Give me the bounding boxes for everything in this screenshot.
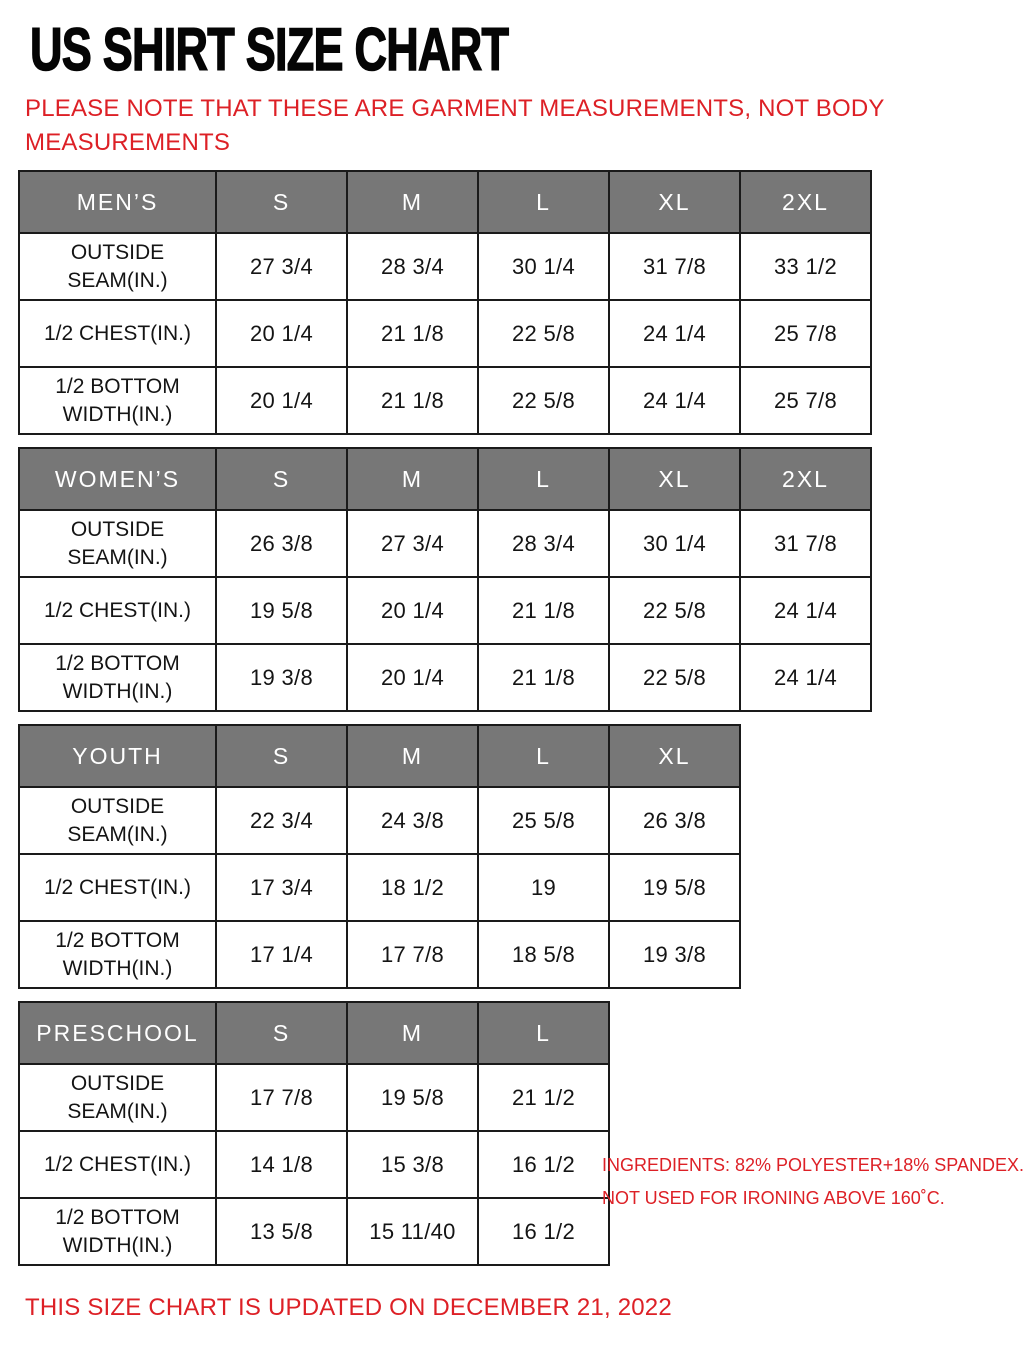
measurement-value-cell: 20 1/4 [216,367,347,434]
measurement-value-cell: 30 1/4 [609,510,740,577]
size-tables-container [18,170,872,1278]
size-column-header: S [216,171,347,233]
measurement-value-cell: 18 1/2 [347,854,478,921]
size-column-header: S [216,448,347,510]
measurement-value-cell: 19 3/8 [216,644,347,711]
size-column-header: M [347,448,478,510]
measurement-row [19,1064,609,1131]
size-column-header: M [347,725,478,787]
measurement-value-cell: 21 1/8 [347,300,478,367]
measurement-row [19,1131,609,1198]
table-title-cell-mens: MEN’S [19,171,216,233]
note-line-2: MEASUREMENTS [25,129,231,156]
size-table-womens [18,447,872,712]
size-column-header: L [478,448,609,510]
measurement-value-cell: 25 7/8 [740,300,871,367]
measurement-value-cell: 24 1/4 [740,644,871,711]
row-label-cell: OUTSIDE SEAM(IN.) [19,1064,216,1131]
row-label-cell: 1/2 BOTTOM WIDTH(IN.) [19,367,216,434]
row-label-cell: OUTSIDE SEAM(IN.) [19,787,216,854]
header-row [19,448,871,510]
note-line-1: PLEASE NOTE THAT THESE ARE GARMENT MEASUREMENTS, NOT BODY [25,95,885,122]
measurement-row [19,921,740,988]
page-title: US SHIRT SIZE CHART [30,16,509,83]
measurement-value-cell: 15 11/40 [347,1198,478,1265]
table-title-cell-preschool: PRESCHOOL [19,1002,216,1064]
measurement-value-cell: 17 1/4 [216,921,347,988]
measurement-value-cell: 27 3/4 [216,233,347,300]
measurement-row [19,300,871,367]
measurement-row [19,644,871,711]
row-label-cell: 1/2 CHEST(IN.) [19,300,216,367]
measurement-value-cell: 22 5/8 [478,367,609,434]
ingredients-note [602,1149,1024,1215]
measurement-value-cell: 22 3/4 [216,787,347,854]
measurement-value-cell: 22 5/8 [609,644,740,711]
measurement-row [19,1198,609,1265]
size-column-header: L [478,1002,609,1064]
garment-measurement-note [25,92,985,160]
row-label-cell: 1/2 CHEST(IN.) [19,854,216,921]
measurement-value-cell: 21 1/2 [478,1064,609,1131]
measurement-value-cell: 19 3/8 [609,921,740,988]
measurement-value-cell: 16 1/2 [478,1198,609,1265]
measurement-value-cell: 27 3/4 [347,510,478,577]
size-table-mens [18,170,872,435]
measurement-value-cell: 31 7/8 [609,233,740,300]
measurement-value-cell: 19 [478,854,609,921]
ingredients-line-1: INGREDIENTS: 82% POLYESTER+18% SPANDEX. [602,1155,1024,1175]
measurement-value-cell: 30 1/4 [478,233,609,300]
measurement-value-cell: 16 1/2 [478,1131,609,1198]
table-title-cell-youth: YOUTH [19,725,216,787]
measurement-value-cell: 19 5/8 [347,1064,478,1131]
measurement-value-cell: 26 3/8 [216,510,347,577]
measurement-value-cell: 25 5/8 [478,787,609,854]
size-column-header: 2XL [740,448,871,510]
measurement-value-cell: 26 3/8 [609,787,740,854]
size-table-youth [18,724,741,989]
measurement-value-cell: 17 7/8 [347,921,478,988]
measurement-value-cell: 15 3/8 [347,1131,478,1198]
measurement-value-cell: 25 7/8 [740,367,871,434]
measurement-value-cell: 21 1/8 [478,577,609,644]
measurement-value-cell: 17 3/4 [216,854,347,921]
measurement-row [19,510,871,577]
measurement-value-cell: 19 5/8 [609,854,740,921]
measurement-row [19,367,871,434]
measurement-value-cell: 33 1/2 [740,233,871,300]
size-column-header: XL [609,171,740,233]
measurement-value-cell: 13 5/8 [216,1198,347,1265]
measurement-row [19,787,740,854]
measurement-value-cell: 22 5/8 [609,577,740,644]
size-column-header: XL [609,725,740,787]
measurement-value-cell: 28 3/4 [478,510,609,577]
measurement-value-cell: 24 3/8 [347,787,478,854]
measurement-value-cell: 31 7/8 [740,510,871,577]
measurement-value-cell: 18 5/8 [478,921,609,988]
measurement-value-cell: 24 1/4 [609,367,740,434]
measurement-value-cell: 14 1/8 [216,1131,347,1198]
measurement-row [19,577,871,644]
measurement-value-cell: 20 1/4 [347,644,478,711]
row-label-cell: OUTSIDE SEAM(IN.) [19,233,216,300]
header-row [19,1002,609,1064]
size-column-header: 2XL [740,171,871,233]
ingredients-line-2: NOT USED FOR IRONING ABOVE 160˚C. [602,1188,945,1208]
size-table-preschool [18,1001,610,1266]
row-label-cell: OUTSIDE SEAM(IN.) [19,510,216,577]
header-row [19,171,871,233]
measurement-value-cell: 21 1/8 [478,644,609,711]
measurement-value-cell: 20 1/4 [347,577,478,644]
updated-date-note: THIS SIZE CHART IS UPDATED ON DECEMBER 21, 2022 [25,1294,672,1321]
measurement-value-cell: 21 1/8 [347,367,478,434]
measurement-value-cell: 24 1/4 [609,300,740,367]
size-column-header: S [216,1002,347,1064]
row-label-cell: 1/2 BOTTOM WIDTH(IN.) [19,644,216,711]
measurement-value-cell: 20 1/4 [216,300,347,367]
measurement-row [19,233,871,300]
row-label-cell: 1/2 CHEST(IN.) [19,577,216,644]
header-row [19,725,740,787]
row-label-cell: 1/2 BOTTOM WIDTH(IN.) [19,921,216,988]
measurement-row [19,854,740,921]
row-label-cell: 1/2 BOTTOM WIDTH(IN.) [19,1198,216,1265]
measurement-value-cell: 28 3/4 [347,233,478,300]
size-column-header: M [347,1002,478,1064]
measurement-value-cell: 19 5/8 [216,577,347,644]
table-title-cell-womens: WOMEN’S [19,448,216,510]
measurement-value-cell: 22 5/8 [478,300,609,367]
size-column-header: L [478,725,609,787]
size-column-header: L [478,171,609,233]
size-column-header: XL [609,448,740,510]
size-column-header: M [347,171,478,233]
measurement-value-cell: 24 1/4 [740,577,871,644]
size-column-header: S [216,725,347,787]
row-label-cell: 1/2 CHEST(IN.) [19,1131,216,1198]
measurement-value-cell: 17 7/8 [216,1064,347,1131]
